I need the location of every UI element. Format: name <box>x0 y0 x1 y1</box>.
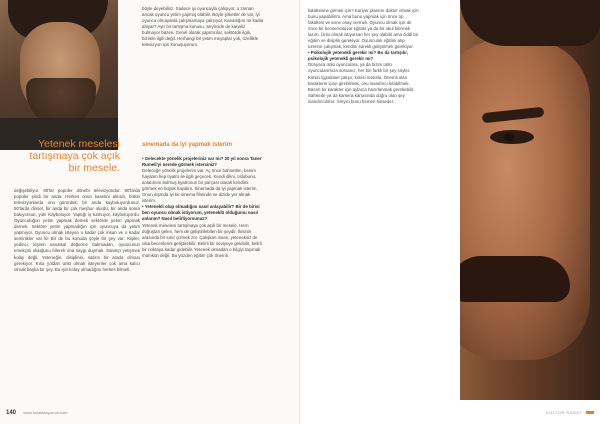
photo-hair <box>460 0 600 46</box>
section-title: sinemada da iyi yapmak isterim <box>142 142 233 148</box>
right-page <box>300 0 600 424</box>
interview-answer: Yetenek meselesi tartışmaya çok açık bir mesele. Hem doğuştan gelen, hem de geliştirilebilen bir şeydir. İkisinin arasında bir sınır çizmek zor. Çalışkan insan, yeteneksiz de olsa becerilerini geliştirebilir. Belirli bir seviyeye gelebilir, belirli bir noktaya kadar gidebilir. Yetenek olmadan o bilgiyi taşımak mümkün değil. Bu yüzden eğitim çok önemli. <box>142 222 262 258</box>
article-paragraph: böyle deyebiliriz. Sadece iyi oyuncuyla çalışıyor, o zaman ancak oyuncu yetim yapmış olabilir. Böyle şirketler de var, iyi oyuncu olmayanla çalışmamaya çalışıyor. Kanatlığım ne kadar ahiyar? Ayrı bir tartışma konusu. Seyircide de kanaliz bulmayor bazen. Genel olarak yapımcılar, sektörde ilgili, bizimle ilgili değil. Herhangi bir yetim meyaplar yok, özellikle televizyon için konuşuyorum. <box>142 6 264 48</box>
photo-face <box>460 40 590 360</box>
page-number: 140 <box>6 410 17 416</box>
actor-photo-large <box>460 0 600 400</box>
article-paragraph: değişebiliyor. 90'lar popüler dönebi televizyondur. 90'larda popüler şiirdi bir anda. Herkes onun kasetini aktırdı, bütün televizyonlarda onu görürdük; bir anda kayboluyordunuz. 90'larda dinsel, bir anda bir çok meşhur olurdu; bir anda sonra bakıyorsun, yok! Kayboluyor. Yaptığı iş tutmuyor, kayboluyordu. Oyunculuğun yetim yapmak demek sektörde yetim yapmak demek. Sektöre yetim yapmadığın için oyuncuya da yetim yapmıyor. Oyuncu olmak isteyen o kadar çok insan ve o kadar seminikler var ki! Bir de bu konuda şöyle bir şey var: Kişiler, yedinci, kişinin sanatsal değerine bakmadan, oyuncunun emekçisi olduğunu bilerek ona saygı duymalı. Sanatçı yetişmek kolay değil. Yeteneğin, disiplinin, sabrın bir arada olması gerekiyor. Kısa yoldan ünlü olmak isteyenler çok ama kalıcı olmak başka bir şey. Bu işin kolay olmadığını herkes bilmeli. <box>14 188 140 272</box>
magazine-url: www.kulaktanyorum.com <box>23 410 68 415</box>
section-label: KÜLTÜR SANAT <box>546 410 582 415</box>
footer-left <box>6 410 68 416</box>
interview-answer: Geleceğe yönelik projelerim var. Aç önce bahsettim, benim hayatım hep tiyatro ile ilgili geçecek. Kendi dilini, üslubunu, anlatımını bulmuş tiyatronun bir parçası olarak kendimi görmek en büyük hayalim. Sinemada da iyi yapmak isterim. Onun dışında iyi bir sinema filminde ve dizide yer almak isterim. <box>142 168 258 204</box>
question-text: Yetenekli olup olmadığını nasıl anlayabilir? Bir de birisi ben oyuncu olmak istiyorum, yeteneklü olduğumu nasıl anlarım? Nasıl belirliyorsunuz? <box>142 204 260 222</box>
article-column-left <box>14 188 140 273</box>
article-column-middle <box>142 156 264 259</box>
photo-eye <box>490 130 534 144</box>
footer-right <box>546 410 594 415</box>
interview-answer: Dünyaca ünlü oyunculara, ya da bizim ünlü oyuncularımıza sorsanız, her biri farklı bir şey söyler. Kimisi içgüdüsel çalışır, kimisi metotla. Önemli olan karakterin içine girebilmek, onu inandırıcı kılabilmek. Bazen bir karakter için aylarca hazırlanmak gerekebilir. Sahnede ya da kamera karşısında doğru olan şey inandırıcılıktır. İzleyici bunu hemen hisseder. <box>308 62 415 104</box>
pull-quote: Yetenek meselesi tartışmaya çok açık bir mesele. <box>29 138 120 174</box>
interview-question: • Yetenekli olup olmadığını nasıl anlayabilir? Bir de birisi ben oyuncu olmak istiyorum, yeteneklü olduğumu nasıl anlarım? Nasıl belirliyorsunuz? <box>142 204 260 222</box>
article-column-right <box>308 8 420 105</box>
actor-photo-small <box>0 0 118 150</box>
accent-mark <box>586 411 594 414</box>
article-column-middle-top <box>142 6 264 48</box>
question-text: Psikolojik yetenekli gerekir mi? Bu da tartışılır, psikolojik yetenekli gerekir mi? <box>308 50 408 62</box>
question-text: Gelecekte yönelik projeleriniz var mı? 20 yıl sonra Taner Rumeli'yi nerede görmek istersiniz? <box>142 156 262 168</box>
interview-question: • Gelecekte yönelik projeleriniz var mı? 20 yıl sonra Taner Rumeli'yi nerede görmek istersiniz? <box>142 156 262 168</box>
interview-question: • Psikolojik yetenekli gerekir mi? Bu da tartışılır, psikolojik yetenekli gerekir mi? <box>308 50 408 62</box>
interview-answer: fakültesine girmek için? Kariyer planımı doktor olmak için bunu yapabilirim. Ama bunu yapmak için önce tıp fakültesi ve anne onay vermeli. Oyuncu olmak için de önce bir konservatuvar eğitimi ya da bir okul bitirmek lazım. Ünlü olmak istiyorsan her şey olabilir ama ciddi bir eğitim ve disiplin gerekiyor. Oyunculuk eğitimi alıp üzerine çalışmak, kendini sürekli geliştirmek gerekiyor. <box>308 8 419 50</box>
photo-mustache <box>460 256 570 302</box>
